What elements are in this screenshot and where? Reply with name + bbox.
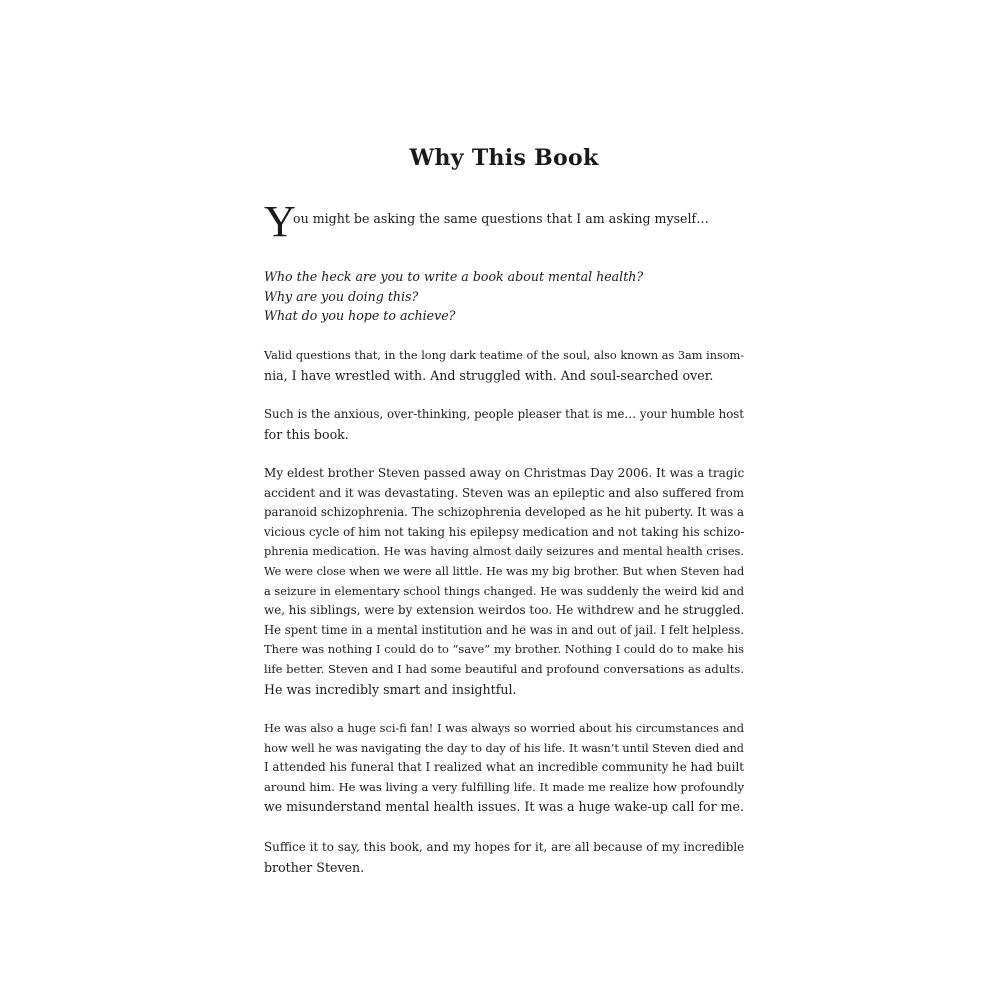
- text-line: vicious cycle of him not taking his epilepsy medication and not taking his schizo-: [264, 524, 745, 539]
- paragraph: [264, 464, 744, 699]
- text-line: We were close when we were all little. He was my big brother. But when Steven had: [264, 564, 745, 578]
- text-line: paranoid schizophrenia. The schizophrenia developed as he hit puberty. It was a: [264, 505, 744, 520]
- text-line: He was also a huge sci-fi fan! I was always so worried about his circumstances and: [264, 721, 744, 735]
- question-list: [264, 267, 744, 326]
- text-line: a seizure in elementary school things changed. He was suddenly the weird kid and: [264, 583, 744, 598]
- text-line: Valid questions that, in the long dark teatime of the soul, also known as 3am insom-: [264, 349, 744, 362]
- text-line: around him. He was living a very fulfilling life. It made me realize how profoundly: [264, 779, 745, 794]
- question-line: Why are you doing this?: [264, 288, 419, 304]
- text-line: nia, I have wrestled with. And struggled with. And soul-searched over.: [264, 367, 714, 383]
- opening-text: ou might be asking the same questions that I am asking myself…: [293, 211, 709, 226]
- text-line: for this book.: [264, 426, 349, 442]
- text-line: we misunderstand mental health issues. It was a huge wake-up call for me.: [264, 799, 744, 815]
- question-line: What do you hope to achieve?: [264, 308, 456, 324]
- text-line: There was nothing I could do to “save” my brother. Nothing I could do to make his: [264, 642, 744, 657]
- paragraph: [264, 719, 744, 817]
- text-line: how well he was navigating the day to day of his life. It wasn’t until Steven died and: [264, 741, 744, 755]
- text-line: Suffice it to say, this book, and my hopes for it, are all because of my incredible: [264, 840, 745, 854]
- paragraph: [264, 346, 744, 385]
- text-line: He spent time in a mental institution and he was in and out of jail. I felt helpless.: [264, 622, 745, 637]
- text-line: accident and it was devastating. Steven was an epileptic and also suffered from: [264, 485, 744, 500]
- text-line: brother Steven.: [264, 859, 365, 875]
- text-line: we, his siblings, were by extension weirdos too. He withdrew and he struggled.: [264, 603, 745, 618]
- paragraph: [264, 405, 744, 444]
- text-line: My eldest brother Steven passed away on Christmas Day 2006. It was a tragic: [264, 466, 745, 480]
- chapter-title: Why This Book: [409, 145, 599, 171]
- question-line: Who the heck are you to write a book about mental health?: [264, 269, 644, 284]
- drop-cap: Y: [264, 197, 296, 246]
- text-line: life better. Steven and I had some beautiful and profound conversations as adults.: [264, 661, 744, 676]
- text-line: I attended his funeral that I realized what an incredible community he had built: [264, 760, 744, 775]
- text-line: Such is the anxious, over-thinking, people pleaser that is me… your humble host: [264, 407, 744, 421]
- text-line: He was incredibly smart and insightful.: [264, 681, 517, 697]
- paragraph: [264, 838, 744, 877]
- text-line: phrenia medication. He was having almost daily seizures and mental health crises.: [264, 544, 744, 559]
